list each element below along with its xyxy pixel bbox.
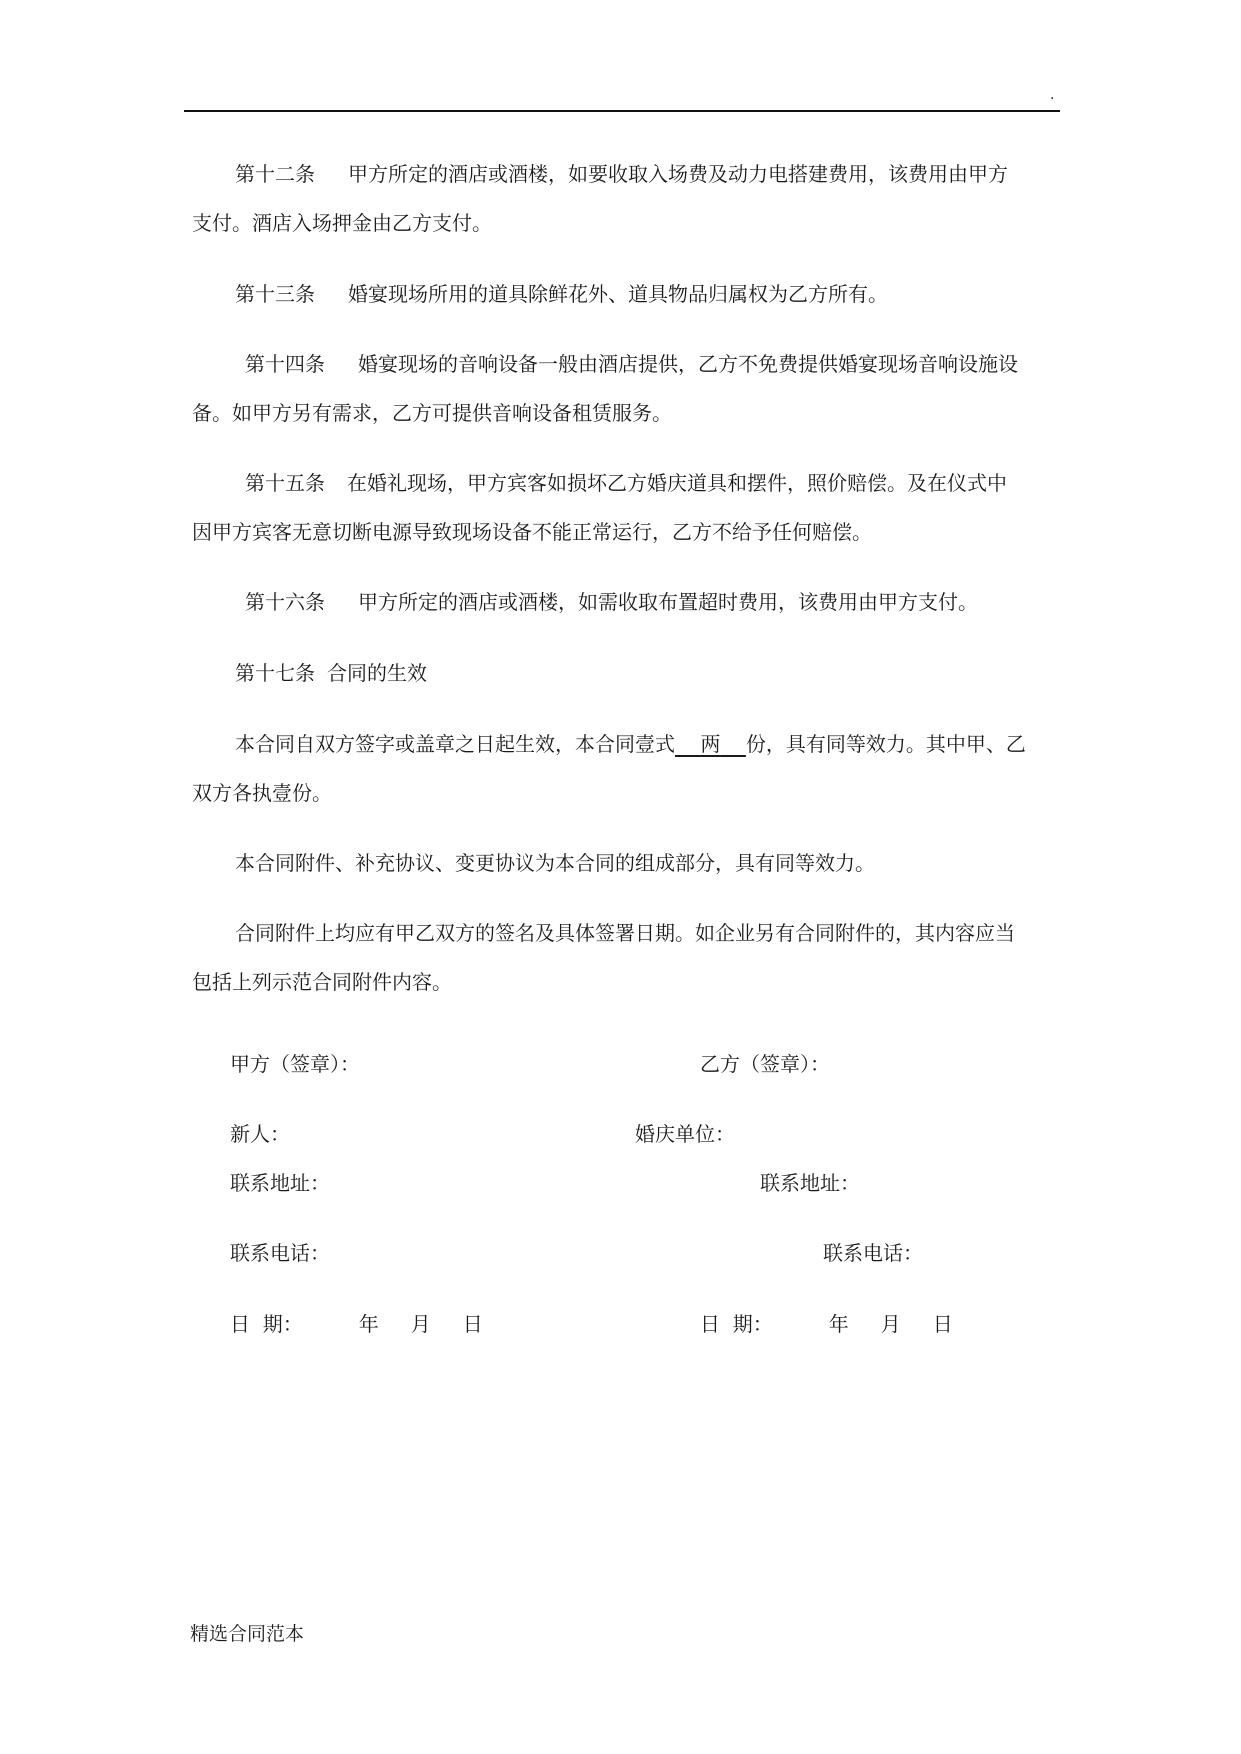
article-12-line-1 [235,150,1008,199]
header-mark: . [1050,87,1055,103]
effect-paragraph-3-line-2: 包括上列示范合同附件内容。 [192,970,452,994]
article-13-label: 第十三条 [235,282,315,306]
effect-paragraph-3-line-1: 合同附件上均应有甲乙双方的签名及具体签署日期。如企业另有合同附件的，其内容应当 [235,921,1015,945]
article-14-line-1 [245,340,1018,389]
effect-paragraph-1-line-2: 双方各执壹份。 [192,781,332,805]
header-rule [184,110,1060,112]
article-15-label: 第十五条 [245,471,325,495]
party-a-date-row [230,1300,483,1349]
article-16-text: 甲方所定的酒店或酒楼，如需收取布置超时费用，该费用由甲方支付。 [358,590,978,614]
party-b-date-label: 日 期： [700,1312,773,1336]
party-a-month: 月 [410,1312,431,1336]
effect-paragraph-1-line-1 [235,720,1026,769]
effect-paragraph-2: 本合同附件、补充协议、变更协议为本合同的组成部分，具有同等效力。 [235,851,875,875]
article-12-line-2: 支付。酒店入场押金由乙方支付。 [192,211,492,235]
article-12-text: 甲方所定的酒店或酒楼，如要收取入场费及动力电搭建费用，该费用由甲方 [348,162,1008,186]
party-b-month: 月 [880,1312,901,1336]
effect-p1-after: 份，具有同等效力。其中甲、乙 [745,732,1026,756]
article-17-heading [235,649,427,698]
article-15-line-2: 因甲方宾客无意切断电源导致现场设备不能正常运行，乙方不给予任何赔偿。 [192,520,872,544]
article-17-label: 第十七条 [235,661,315,685]
copies-fill [675,732,746,756]
party-b-sign-label: 乙方（签章）： [700,1052,830,1076]
footer-text: 精选合同范本 [190,1623,305,1645]
article-13-text: 婚宴现场所用的道具除鲜花外、道具物品归属权为乙方所有。 [348,282,888,306]
copies-count: 两 [700,732,721,756]
party-b-name-label: 婚庆单位： [635,1122,735,1146]
party-a-address-label: 联系地址： [230,1171,330,1195]
party-b-year: 年 [828,1312,849,1336]
effect-p1-before: 本合同自双方签字或盖章之日起生效，本合同壹式 [235,732,675,756]
article-12-label: 第十二条 [235,162,315,186]
article-14-label: 第十四条 [245,352,325,376]
article-14-text: 婚宴现场的音响设备一般由酒店提供，乙方不免费提供婚宴现场音响设施设 [358,352,1018,376]
article-16-label: 第十六条 [245,590,325,614]
party-b-address-label: 联系地址： [760,1171,860,1195]
article-14-line-2: 备。如甲方另有需求，乙方可提供音响设备租赁服务。 [192,401,672,425]
party-a-sign-label: 甲方（签章）： [230,1052,360,1076]
party-a-day: 日 [462,1312,483,1336]
party-a-phone-label: 联系电话： [230,1241,330,1265]
article-13-line-1 [235,270,888,319]
article-16-line-1 [245,578,978,627]
party-a-date-label: 日 期： [230,1312,303,1336]
party-a-year: 年 [358,1312,379,1336]
article-15-text: 在婚礼现场，甲方宾客如损坏乙方婚庆道具和摆件，照价赔偿。及在仪式中 [347,471,1007,495]
party-b-phone-label: 联系电话： [823,1241,923,1265]
party-b-date-row [700,1300,953,1349]
party-b-day: 日 [932,1312,953,1336]
party-a-name-label: 新人： [230,1122,290,1146]
article-17-title: 合同的生效 [327,661,427,685]
article-15-line-1 [245,459,1007,508]
